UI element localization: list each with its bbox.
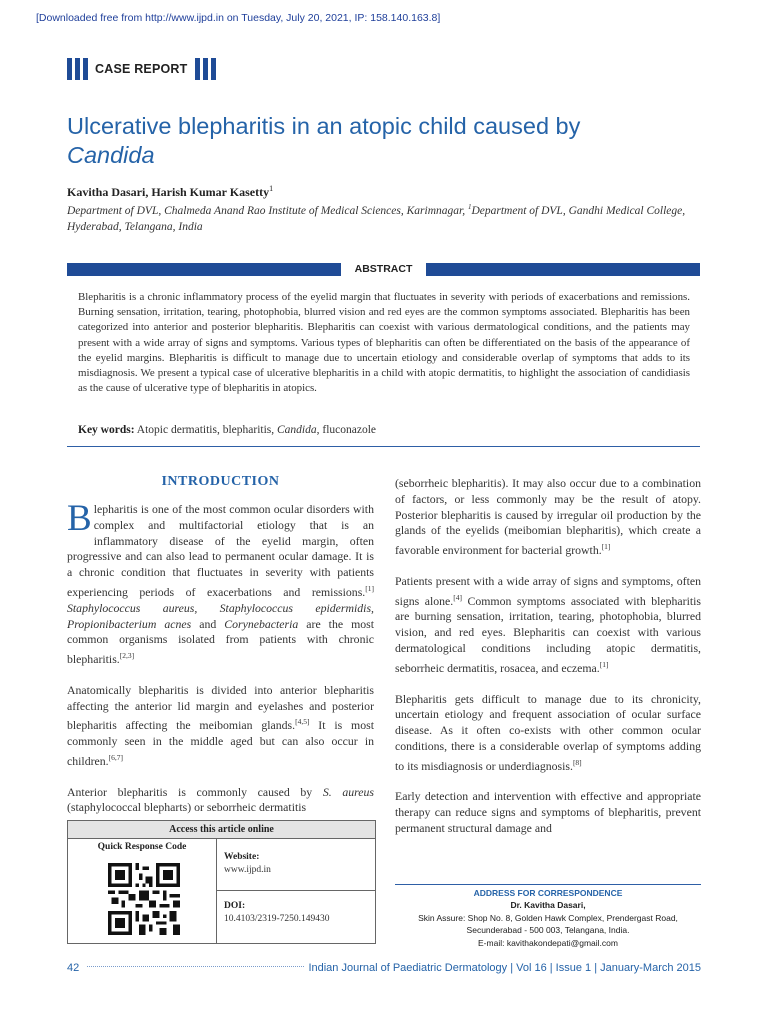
ref-1: [1] [365, 583, 374, 593]
author-sup: 1 [269, 184, 274, 193]
access-heading: Access this article online [68, 821, 375, 839]
footer-dots [87, 966, 304, 967]
affiliations [67, 199, 707, 235]
introduction-heading: INTRODUCTION [161, 474, 280, 489]
right-bars-decoration [195, 58, 216, 80]
doi-row [217, 891, 375, 924]
affil-part2: Department of DVL, Gandhi Medical College, Hyderabad, Telangana, India [67, 204, 686, 233]
doi-value[interactable]: 10.4103/2319-7250.149430 [224, 914, 330, 924]
intro-paragraph-3 [67, 785, 374, 817]
correspondence-email[interactable]: E-mail: kavithakondepati@gmail.com [478, 937, 618, 948]
p2-text-a: Anatomically blepharitis is divided into anterior blepharitis affecting the anterior lid margin and eyelashes and posterior blepharitis affecting the meibomian glands. [67, 682, 374, 733]
abstract-text: Blepharitis is a chronic inflammatory process of the eyelid margin that fluctuates in severity with periods of exacerbations and remissions. Burning sensation, irritation, tearing, photophobia, blurred vision and red eyes are the common symptoms associated. Blepharitis has been categorized into anterior and posterior blepharitis. Blepharitis can coexist with various dermatological conditions, and the patients may present with a wide array of signs and symptoms. Various types of blepharitis can often be differentiated on the basis of the appearance of the eyelid margins. Blepharitis is difficult to manage due to uncertain etiology and considerable overlap of symptoms that adds to its misdiagnosis. We present a typical case of ulcerative blepharitis in a child with atopic dermatitis, to highlight the association of candidiasis as the cause of ulcerative type of blepharitis in atopics. [78, 291, 690, 395]
c2p3-text: Blepharitis gets difficult to manage due to its chronicity, uncertain etiology and frequent association of ocular surface disease. As it often co-exists with other common ocular conditions, there is a considerable overlap of symptoms adding to its misdiagnosis or underdiagnosis. [395, 691, 701, 773]
left-bars-decoration [67, 58, 88, 80]
p1-italic-1: Staphylococcus aureus, Staphylococcus epidermidis, Propionibacterium acnes [67, 600, 374, 631]
author-names: Kavitha Dasari, Harish Kumar Kasetty [67, 185, 270, 199]
c2-ref-4: [4] [453, 592, 462, 602]
website-row [217, 839, 375, 891]
intro-paragraph-1 [67, 498, 375, 668]
p2-text-b: It is most commonly seen in the middle aged but can also occur in children. [67, 718, 374, 768]
website-link[interactable]: www.ijpd.in [224, 865, 271, 875]
page-footer [67, 962, 701, 974]
ref-6-7: [6,7] [108, 752, 123, 762]
keywords-italic: Candida [277, 424, 317, 436]
c2-ref-8: [8] [572, 757, 582, 767]
c2-ref-1b: [1] [599, 659, 609, 669]
c2p2-text-b: Common symptoms associated with blepharitis are burning sensation, irritation, tearing, photophobia, blurred vision, and red eyes. Blepharitis can coexist with various dermatological conditions including atopic dermatitis, seborrheic dermatitis, rosacea, and eczema. [395, 593, 702, 675]
correspondence-line1: Skin Assure: Shop No. 8, Golden Hawk Complex, Prendergast Road, [418, 912, 678, 923]
c2p2-text-a: Patients present with a wide array of signs and symptoms, often signs alone. [395, 573, 701, 608]
p1-text-b: and [199, 616, 217, 631]
title-italic: Candida [67, 142, 155, 168]
correspondence-line2: Secunderabad - 500 003, Telangana, India. [466, 925, 630, 936]
c2p1-text: (seborrheic blepharitis). It may also occur due to a combination of factors, or less commonly may be the result of atopy. Posterior blepharitis is caused by irregular oil production by the glands of the eyelids (meibomian blepharitis), which create a favorable environment for bacterial growth. [395, 476, 701, 558]
p3-text-a: Anterior blepharitis is commonly caused by [67, 784, 313, 799]
affil-part1: Department of DVL, Chalmeda Anand Rao Institute of Medical Sciences, Karimnagar, [67, 204, 468, 217]
affil-sup: 1 [467, 203, 472, 211]
keywords [78, 424, 376, 436]
journal-info: Indian Journal of Paediatric Dermatology | Vol 16 | Issue 1 | January-March 2015 [308, 962, 701, 974]
access-info-cell [217, 839, 375, 943]
correspondence-box [395, 884, 701, 949]
qr-code-icon[interactable] [108, 863, 180, 935]
authors [67, 184, 273, 200]
column-left [67, 498, 375, 831]
qr-cell [68, 839, 217, 943]
column-right [395, 476, 701, 852]
correspondence-rule [395, 884, 701, 885]
article-title [67, 112, 717, 170]
p1-italic-2: Corynebacteria [224, 616, 299, 631]
ref-4-5: [4,5] [295, 717, 310, 727]
intro-paragraph-2 [67, 683, 374, 770]
p3-italic: S. aureus [322, 784, 374, 799]
abstract-heading: ABSTRACT [341, 261, 426, 277]
download-notice: [Downloaded free from http://www.ijpd.in on Tuesday, July 20, 2021, IP: 158.140.163.8] [36, 12, 441, 24]
doi-label: DOI: [224, 901, 246, 911]
correspondence-heading: ADDRESS FOR CORRESPONDENCE [473, 888, 623, 898]
drop-cap: B [67, 498, 92, 539]
access-online-box [67, 820, 376, 944]
section-label [67, 58, 216, 80]
c2-ref-1: [1] [601, 542, 611, 552]
keywords-part1: Atopic dermatitis, blepharitis, [136, 424, 275, 436]
keywords-part2: , fluconazole [316, 424, 377, 436]
c2p4-text: Early detection and intervention with effective and appropriate therapy can reduce signs and symptoms of blepharitis, prevent permanent structural damage and [395, 789, 701, 836]
case-report-label: CASE REPORT [95, 62, 188, 76]
title-main: Ulcerative blepharitis in an atopic child caused by [67, 113, 581, 139]
website-label: Website: [224, 852, 260, 862]
keywords-label: Key words: [78, 424, 135, 436]
p1-text-a: lepharitis is one of the most common ocular disorders with complex and multifactorial etiology that is an inflammatory disease of the eyelid margin, often progressive and can also lead to permanent ocular damage. It is a chronic condition that fluctuates in severity with patients experiencing periods of exacerbations and remissions. [67, 502, 374, 599]
p3-text-b: (staphylococcal blepharts) or seborrheic dermatitis [67, 800, 307, 815]
col2-paragraph-3 [395, 692, 701, 775]
ref-2-3: [2,3] [119, 651, 135, 661]
col2-paragraph-1 [395, 476, 701, 559]
col2-paragraph-2 [395, 574, 701, 677]
col2-paragraph-4 [395, 789, 701, 836]
page-number: 42 [67, 962, 80, 974]
p1-text-c: are the most common organisms isolated from patients with chronic blepharitis. [67, 616, 375, 667]
divider [67, 446, 700, 447]
qr-label: Quick Response Code [97, 842, 187, 852]
correspondence-name: Dr. Kavitha Dasari, [510, 900, 586, 911]
